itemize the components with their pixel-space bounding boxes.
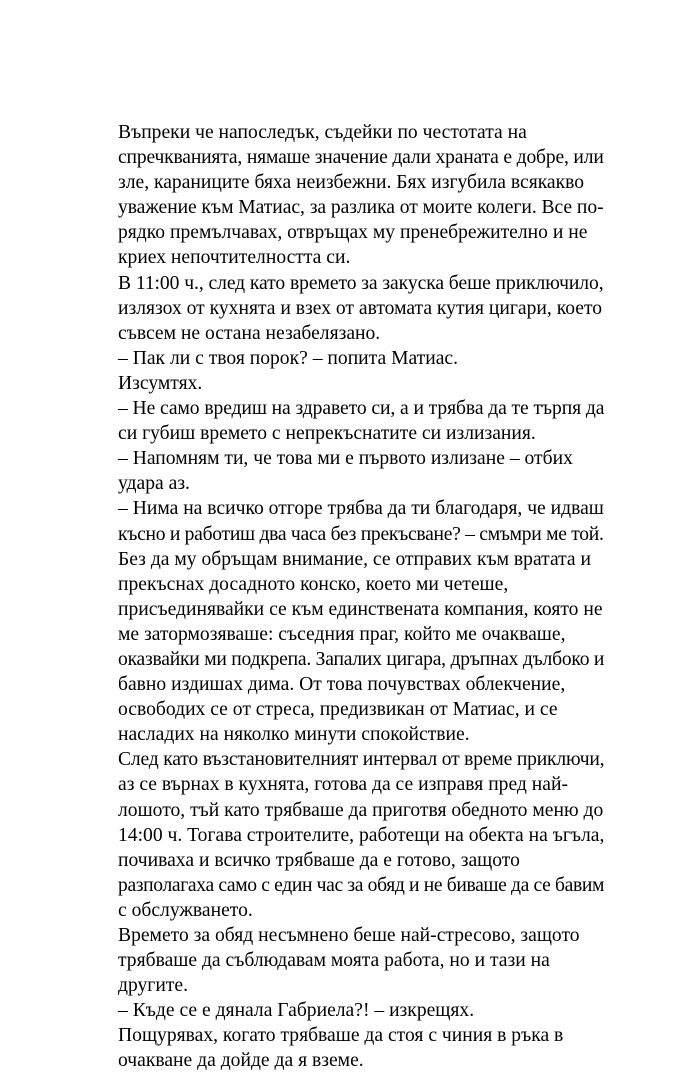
text-line: Без да му обръщам внимание, се отправих към вратата и [118, 548, 592, 570]
text-line: В 11:00 ч., след като времето за закуска беше приключило, [118, 272, 604, 294]
text-line: – Нима на всичко отгоре трябва да ти благодаря, че идваш [118, 498, 604, 520]
text-line: оказвайки ми подкрепа. Запалих цигара, дръпнах дълбоко и [118, 648, 605, 670]
text-line: трябваше да съблюдавам моята работа, но и тази на [118, 950, 550, 972]
text-line: лошото, тъй като трябваше да приготвя обедното меню до [118, 799, 604, 821]
text-line: излязох от кухнята и взех от автомата кутия цигари, което [118, 297, 603, 319]
text-line: – Напомням ти, че това ми е първото излизане – отбих [118, 448, 573, 470]
text-line: След като възстановителният интервал от време приключи, [118, 749, 605, 771]
text-line: спречкванията, нямаше значение дали храната е добре, или [118, 147, 604, 169]
text-line: рядко премълчавах, отвръщах му пренебрежително и не [118, 222, 588, 244]
text-line: другите. [118, 975, 188, 997]
text-line: Въпреки че напоследък, съдейки по честотата на [118, 122, 527, 143]
text-line: уважение към Матиас, за разлика от моите колеги. Все по- [118, 197, 604, 219]
text-line: Пощурявах, когато трябваше да стоя с чиния в ръка в [118, 1025, 564, 1047]
text-line: прекъснах досадното конско, което ми четеше, [118, 573, 509, 595]
text-line: зле, караниците бяха неизбежни. Бях изгубила всякакво [118, 172, 585, 194]
text-line: Времето за обяд несъмнено беше най-стресово, защото [118, 925, 580, 946]
text-line: разполагаха само с един час за обяд и не биваше да се бавим [118, 874, 605, 896]
text-line: 14:00 ч. Тогава строителите, работещи на обекта на ъгъла, [118, 824, 605, 846]
text-line: – Къде се е дянала Габриела?! – изкрещях. [118, 1000, 475, 1022]
text-line: – Не само вредиш на здравето си, а и трябва да те търпя да [118, 398, 605, 420]
text-line: бавно издишах дима. От това почувствах облекчение, [118, 674, 566, 696]
text-line: почиваха и всичко трябваше да е готово, защото [118, 849, 520, 871]
text-line: насладих на няколко минути спокойствие. [118, 724, 470, 746]
text-line: Изсумтях. [118, 372, 203, 394]
text-line: късно и работиш два часа без прекъсване? – смъмри ме той. [118, 523, 604, 545]
text-line: очакване да дойде да я вземе. [118, 1050, 364, 1072]
text-line: аз се върнах в кухнята, готова да се изправя пред най- [118, 774, 568, 796]
text-line: с обслужването. [118, 899, 253, 921]
text-line: – Пак ли с твоя порок? – попита Матиас. [118, 347, 459, 369]
text-line: удара аз. [118, 473, 190, 495]
text-line: съвсем не остана незабелязано. [118, 322, 381, 344]
text-line: си губиш времето с непрекъснатите си излизания. [118, 423, 536, 445]
text-line: криех непочтителността си. [118, 247, 351, 269]
text-line: ме затормозяваше: съседния праг, който ме очакваше, [118, 623, 566, 645]
text-line: освободих се от стреса, предизвикан от Матиас, и се [118, 699, 558, 721]
text-line: присъединявайки се към единствената компания, която не [118, 598, 603, 620]
body-text [118, 120, 604, 1074]
